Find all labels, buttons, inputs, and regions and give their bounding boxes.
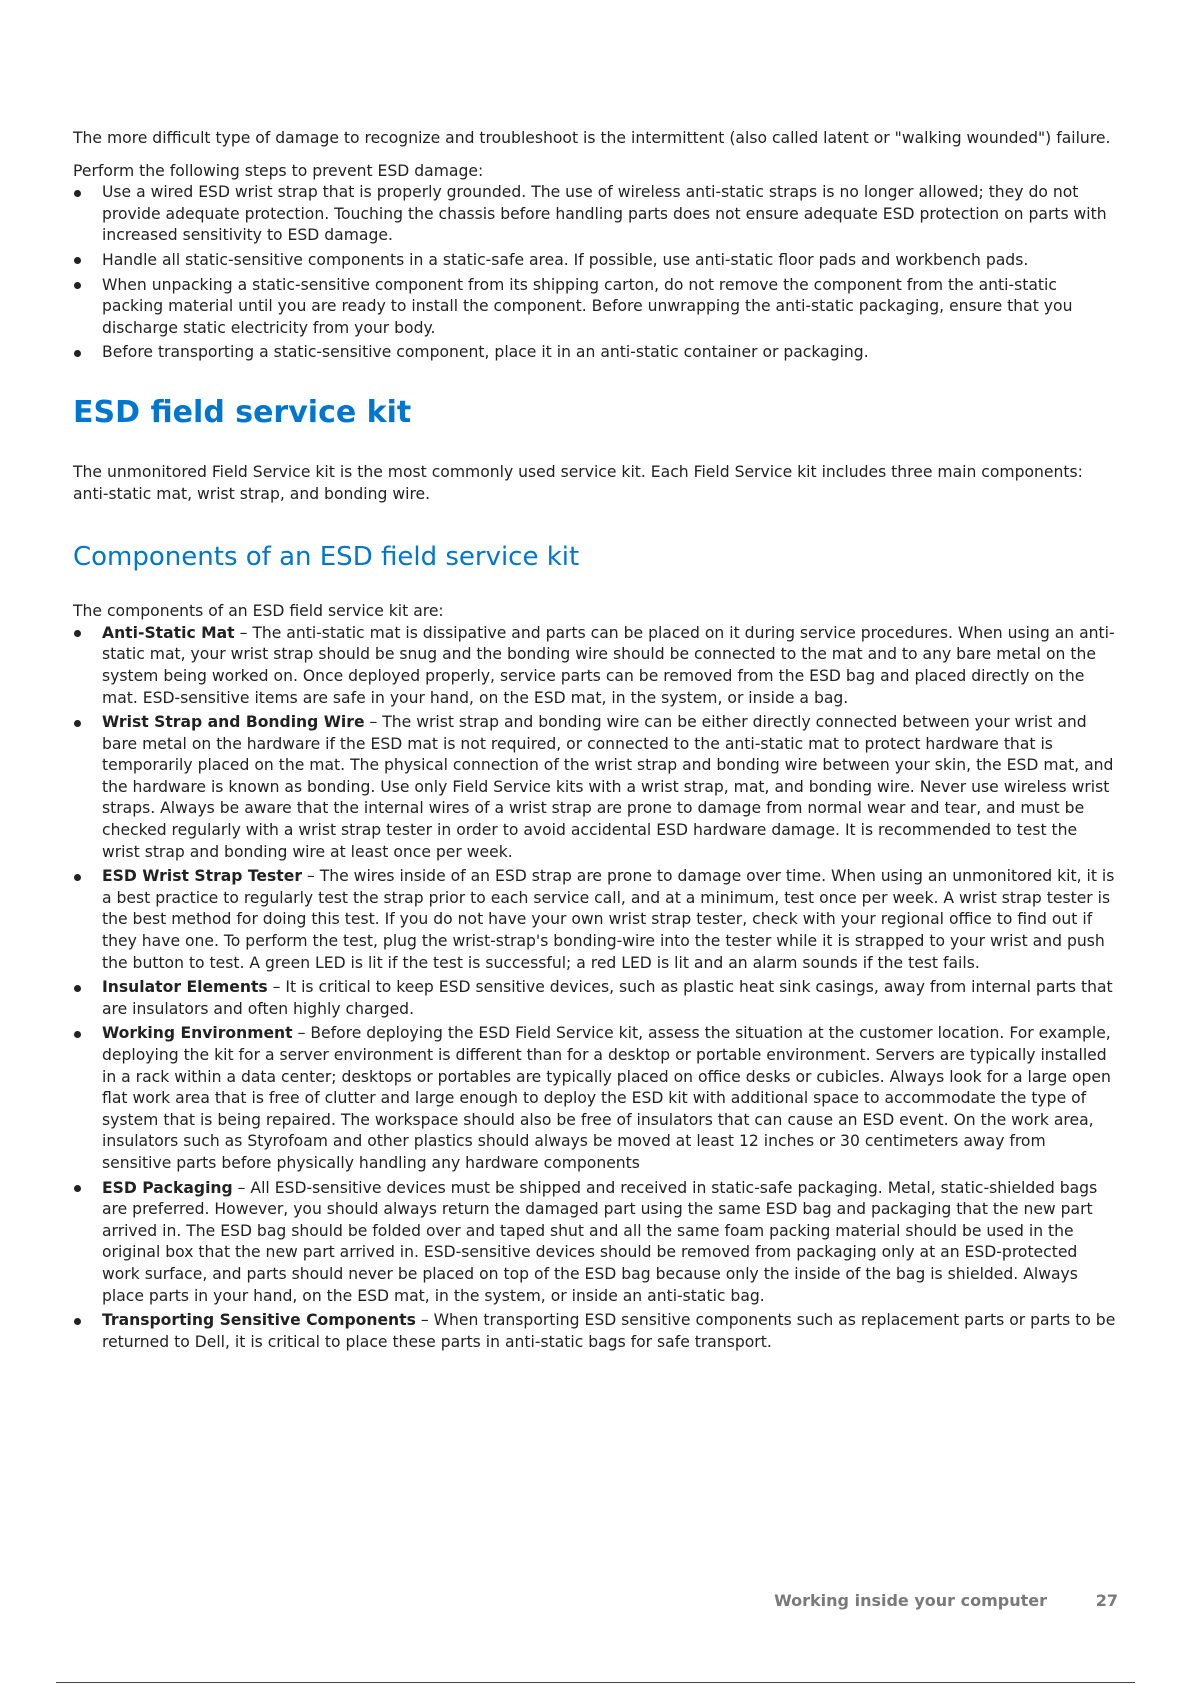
list-item (73, 1178, 1118, 1308)
bullet-icon (74, 720, 81, 727)
list-item (73, 977, 1118, 1020)
list-item (73, 182, 1118, 247)
intro-paragraph: The more difficult type of damage to recognize and troubleshoot is the intermittent (also called latent or "walking wounded") failure. (73, 129, 1111, 147)
item-description: – The wrist strap and bonding wire can be either directly connected between your wrist and bare metal on the hardware if the ESD mat is not required, or connected to the anti-static mat to protect hardware that is temporarily placed on the mat. The physical connection of the wrist strap and bonding wire between your skin, the ESD mat, and the hardware is known as bonding. Use only Field Service kits with a wrist strap, mat, and bonding wire. Never use wireless wrist straps. Always be aware that the internal wires of a wrist strap are prone to damage from normal wear and tear, and must be checked regularly with a wrist strap tester in order to avoid accidental ESD hardware damage. It is recommended to test the wrist strap and bonding wire at least once per week. (102, 713, 1114, 861)
item-term: Insulator Elements (102, 978, 268, 997)
page-number: 27 (1095, 1591, 1118, 1610)
item-description: – It is critical to keep ESD sensitive devices, such as plastic heat sink casings, away from internal parts that are insulators and often highly charged. (102, 978, 1113, 1018)
item-term: Anti-Static Mat (102, 623, 235, 642)
list-item (73, 1023, 1118, 1174)
item-term: ESD Wrist Strap Tester (102, 867, 303, 886)
list-item (73, 866, 1118, 974)
bullet-icon (74, 257, 81, 264)
bullet-icon (74, 282, 81, 289)
list-item (73, 1310, 1118, 1353)
item-term: Transporting Sensitive Components (102, 1311, 416, 1330)
bullet-icon (74, 985, 81, 992)
footer-divider (56, 1682, 1135, 1683)
bullet-icon (74, 1318, 81, 1325)
section-paragraph: The unmonitored Field Service kit is the most commonly used service kit. Each Field Service kit includes three main components: anti-static mat, wrist strap, and bonding wire. (73, 462, 1083, 503)
list-item-text: Handle all static-sensitive components in a static-safe area. If possible, use anti-static floor pads and workbench pads. (102, 250, 1029, 269)
item-description: – The anti-static mat is dissipative and parts can be placed on it during service procedures. When using an anti-static mat, your wrist strap should be snug and the bonding wire should be connected to the mat and to any bare metal on the system being worked on. Once deployed properly, service parts can be removed from the ESD bag and placed directly on the mat. ESD-sensitive items are safe in your hand, on the ESD mat, in the system, or inside a bag. (102, 623, 1115, 707)
item-description: – When transporting ESD sensitive components such as replacement parts or parts to be returned to Dell, it is critical to place these parts in anti-static bags for safe transport. (102, 1311, 1116, 1351)
item-description: – Before deploying the ESD Field Service kit, assess the situation at the customer location. For example, deploying the kit for a server environment is different than for a desktop or portable environment. Servers are typically installed in a rack within a data center; desktops or portables are typically placed on office desks or cubicles. Always look for a large open flat work area that is free of clutter and large enough to deploy the ESD kit with additional space to accommodate the type of system that is being repaired. The workspace should also be free of insulators that can cause an ESD event. On the work area, insulators such as Styrofoam and other plastics should always be moved at least 12 inches or 30 centimeters away from sensitive parts before physically handling any hardware components (102, 1024, 1111, 1172)
prevention-steps-list (73, 182, 1118, 364)
bullet-icon (74, 630, 81, 637)
bullet-icon (74, 350, 81, 357)
item-term: ESD Packaging (102, 1178, 233, 1197)
item-term: Working Environment (102, 1024, 293, 1043)
list-item (73, 712, 1118, 863)
item-description: – All ESD-sensitive devices must be shipped and received in static-safe packaging. Metal, static-shielded bags are preferred. However, you should always return the damaged part using the same ESD bag and packaging that the new part arrived in. The ESD bag should be folded over and taped shut and all the same foam packing material should be used in the original box that the new part arrived in. ESD-sensitive devices should be removed from packaging only at an ESD-protected work surface, and parts should never be placed on top of the ESD bag because only the inside of the bag is shielded. Always place parts in your hand, on the ESD mat, in the system, or inside an anti-static bag. (102, 1178, 1098, 1305)
list-item (73, 275, 1118, 340)
components-list (73, 623, 1118, 1354)
list-item-text: When unpacking a static-sensitive component from its shipping carton, do not remove the component from the anti-static packing material until you are ready to install the component. Before unwrapping the anti-static packaging, ensure that you discharge static electricity from your body. (102, 275, 1073, 337)
steps-intro: Perform the following steps to prevent ESD damage: (73, 161, 484, 180)
components-intro: The components of an ESD field service kit are: (73, 602, 444, 621)
list-item-text: Use a wired ESD wrist strap that is properly grounded. The use of wireless anti-static straps is no longer allowed; they do not provide adequate protection. Touching the chassis before handling parts does not ensure adequate ESD protection on parts with increased sensitivity to ESD damage. (102, 183, 1107, 245)
list-item (73, 623, 1118, 709)
section-heading: ESD field service kit (73, 394, 412, 430)
bullet-icon (74, 874, 81, 881)
list-item-text: Before transporting a static-sensitive component, place it in an anti-static container or packaging. (102, 343, 869, 362)
bullet-icon (74, 1031, 81, 1038)
item-description: – The wires inside of an ESD strap are prone to damage over time. When using an unmonitored kit, it is a best practice to regularly test the strap prior to each service call, and at a minimum, test once per week. A wrist strap tester is the best method for doing this test. If you do not have your own wrist strap tester, check with your regional office to find out if they have one. To perform the test, plug the wrist-strap's bonding-wire into the tester while it is strapped to your wrist and push the button to test. A green LED is lit if the test is successful; a red LED is lit and an alarm sounds if the test fails. (102, 867, 1115, 972)
document-body (73, 128, 1118, 1356)
bullet-icon (74, 1185, 81, 1192)
bullet-icon (74, 190, 81, 197)
list-item (73, 342, 1118, 364)
list-item (73, 250, 1118, 272)
item-term: Wrist Strap and Bonding Wire (102, 713, 365, 732)
subsection-heading: Components of an ESD field service kit (73, 542, 580, 573)
footer-chapter-title: Working inside your computer (774, 1591, 1047, 1610)
